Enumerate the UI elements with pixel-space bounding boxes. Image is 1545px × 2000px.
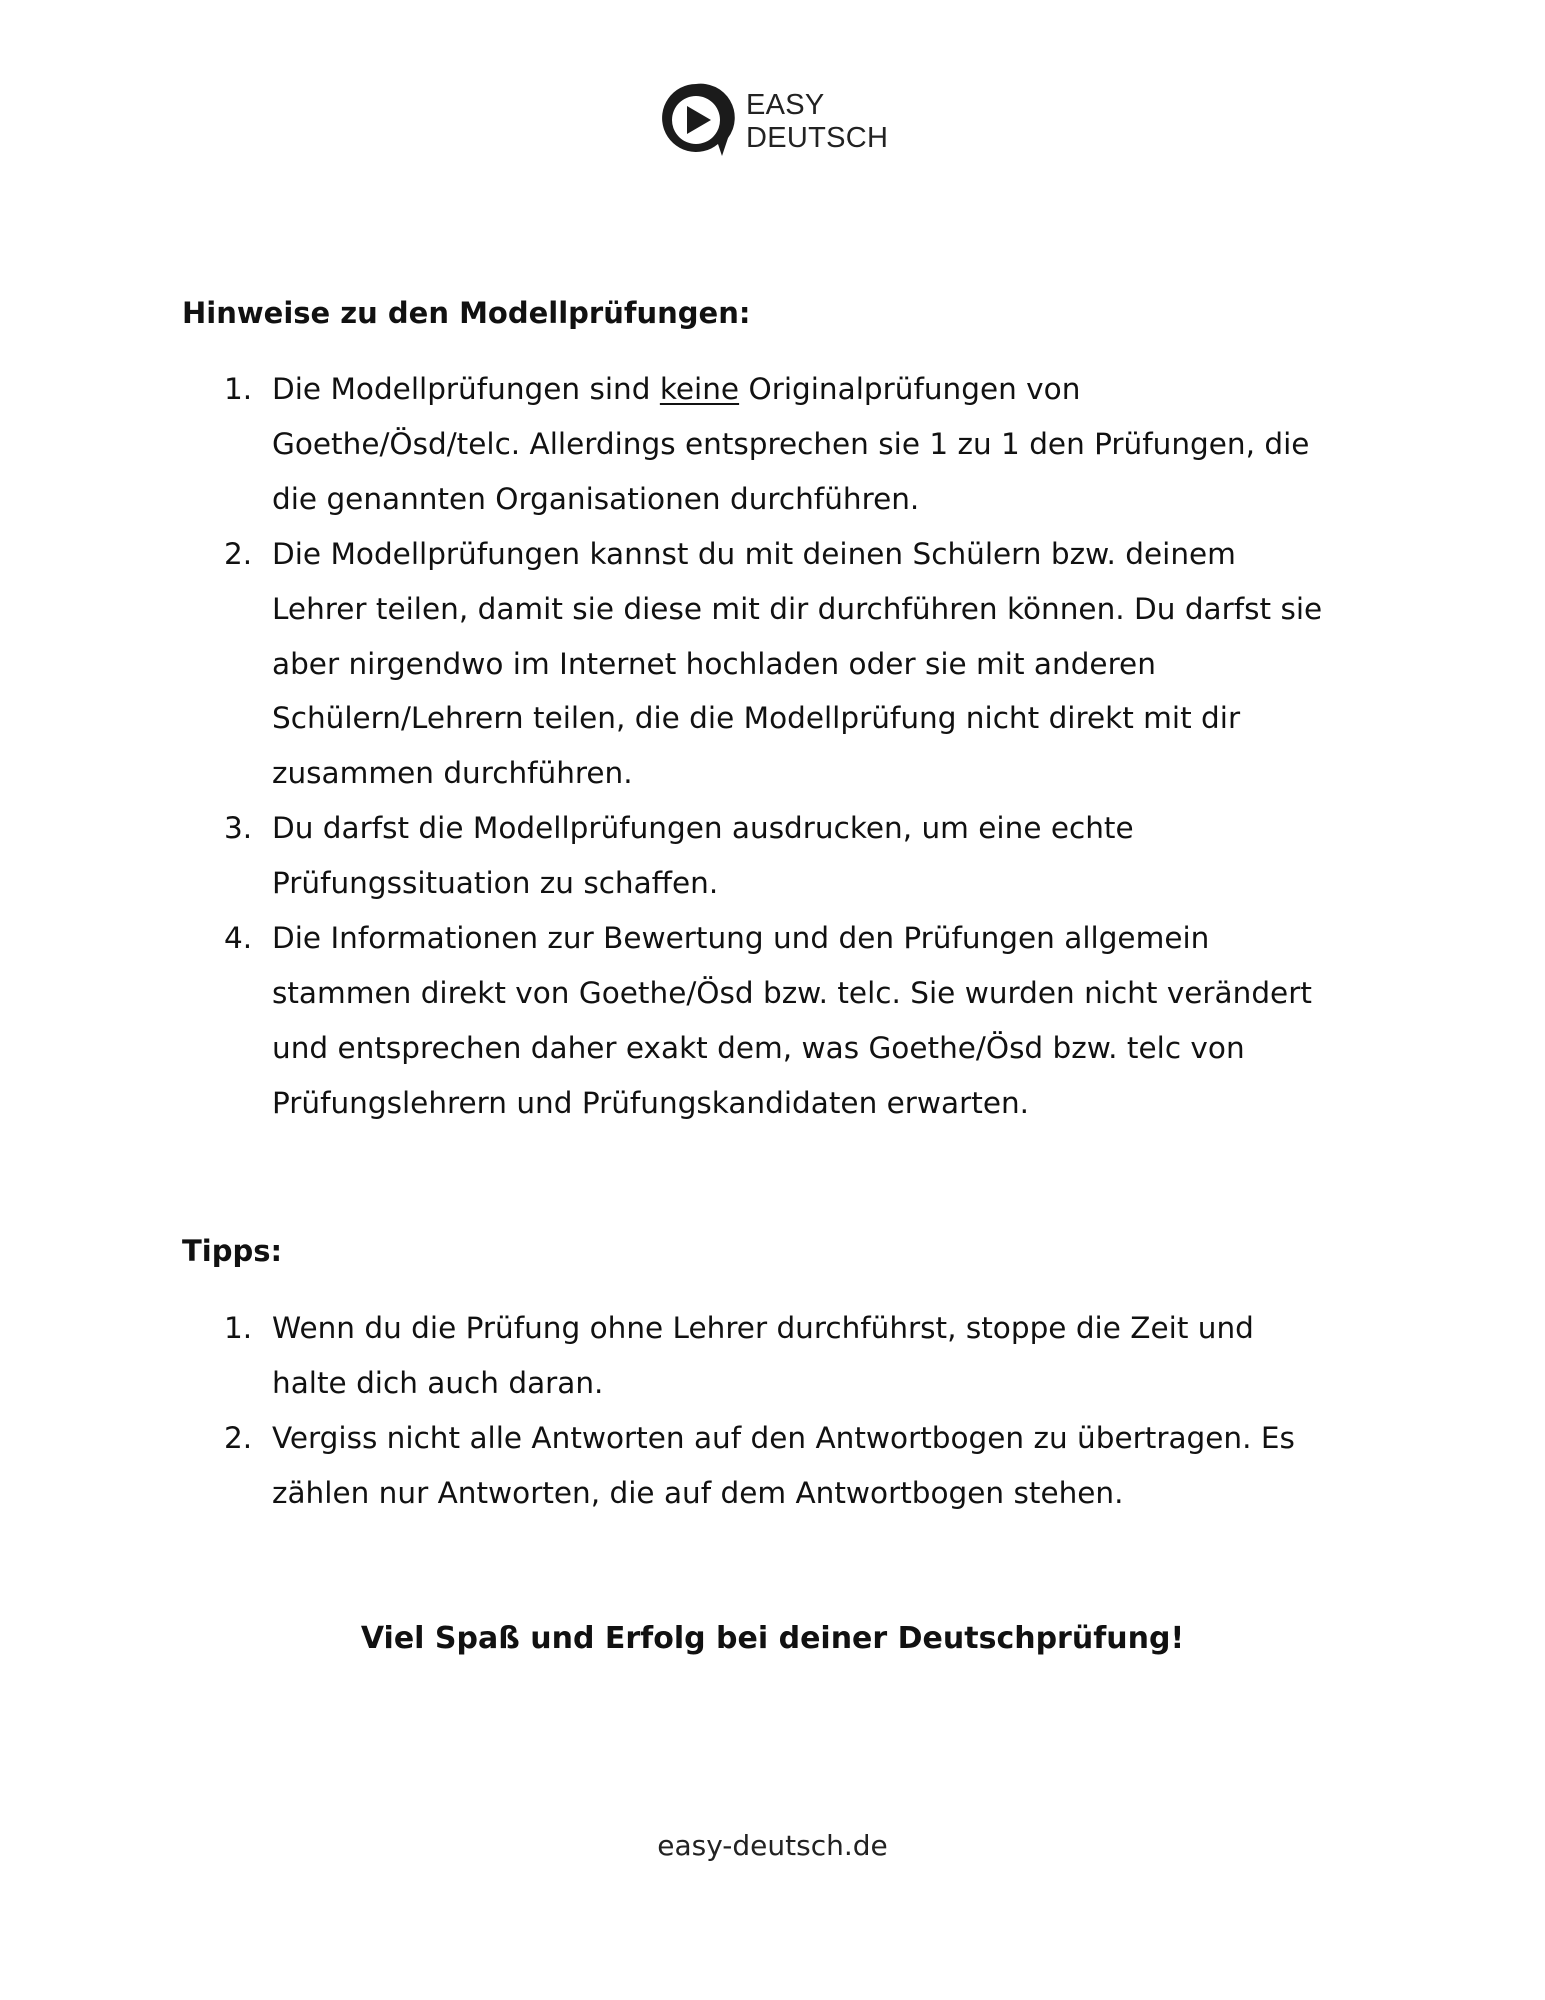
list-item xyxy=(182,1411,1295,1521)
list-item-line: Prüfungssituation zu schaffen. xyxy=(272,866,719,901)
easy-deutsch-logo xyxy=(656,80,896,160)
list-item-line: Wenn du die Prüfung ohne Lehrer durchführst, stoppe die Zeit und xyxy=(272,1311,1254,1345)
list-item-line: Die Informationen zur Bewertung und den Prüfungen allgemein xyxy=(272,921,1210,956)
text-segment: Originalprüfungen von xyxy=(739,372,1081,406)
list-item-number: 1. xyxy=(224,1311,253,1345)
tipps-list xyxy=(182,1301,1295,1521)
list-item-number: 1. xyxy=(224,372,253,406)
section-heading-tipps: Tipps: xyxy=(182,1234,283,1268)
list-item-line: Lehrer teilen, damit sie diese mit dir durchführen können. Du darfst sie xyxy=(272,591,1323,626)
list-item-number: 2. xyxy=(224,536,253,571)
list-item-line: Die Modellprüfungen kannst du mit deinen Schülern bzw. deinem xyxy=(272,536,1236,571)
section-heading-hinweise: Hinweise zu den Modellprüfungen: xyxy=(182,296,751,330)
list-item-line: Prüfungslehrern und Prüfungskandidaten erwarten. xyxy=(272,1085,1030,1120)
list-item-line: Du darfst die Modellprüfungen ausdrucken, um eine echte xyxy=(272,811,1134,846)
list-item-line: zusammen durchführen. xyxy=(272,756,633,791)
list-item xyxy=(182,362,1322,527)
list-item xyxy=(182,527,1322,802)
list-item-number: 3. xyxy=(224,811,253,846)
list-item xyxy=(182,911,1322,1131)
list-item-line: und entsprechen daher exakt dem, was Goethe/Ösd bzw. telc von xyxy=(272,1030,1245,1065)
list-item-line: halte dich auch daran. xyxy=(272,1365,604,1400)
list-item xyxy=(182,801,1322,911)
logo-line-deutsch: DEUTSCH xyxy=(746,122,889,154)
list-item-line: aber nirgendwo im Internet hochladen oder sie mit anderen xyxy=(272,646,1156,681)
list-item-line: stammen direkt von Goethe/Ösd bzw. telc. Sie wurden nicht verändert xyxy=(272,975,1312,1010)
list-item xyxy=(182,1301,1295,1411)
list-item-line: Vergiss nicht alle Antworten auf den Antwortbogen zu übertragen. Es xyxy=(272,1420,1295,1455)
text-segment: Die Modellprüfungen sind xyxy=(272,372,660,406)
list-item-line: Goethe/Ösd/telc. Allerdings entsprechen sie 1 zu 1 den Prüfungen, die xyxy=(272,426,1310,461)
list-item-number: 2. xyxy=(224,1420,253,1455)
list-item-line: Schülern/Lehrern teilen, die die Modellprüfung nicht direkt mit dir xyxy=(272,701,1241,736)
list-item-line xyxy=(272,362,1322,417)
underlined-word-keine: keine xyxy=(659,372,740,406)
list-item-line: die genannten Organisationen durchführen. xyxy=(272,481,920,516)
hinweise-list xyxy=(182,362,1322,1131)
list-item-number: 4. xyxy=(224,921,253,956)
logo-wordmark xyxy=(746,89,888,155)
list-item-line: zählen nur Antworten, die auf dem Antwortbogen stehen. xyxy=(272,1475,1124,1510)
logo-line-easy: EASY xyxy=(746,89,825,121)
footer-website: easy-deutsch.de xyxy=(657,1829,888,1862)
play-chat-bubble-icon xyxy=(656,80,736,160)
closing-message: Viel Spaß und Erfolg bei deiner Deutschprüfung! xyxy=(360,1621,1185,1656)
